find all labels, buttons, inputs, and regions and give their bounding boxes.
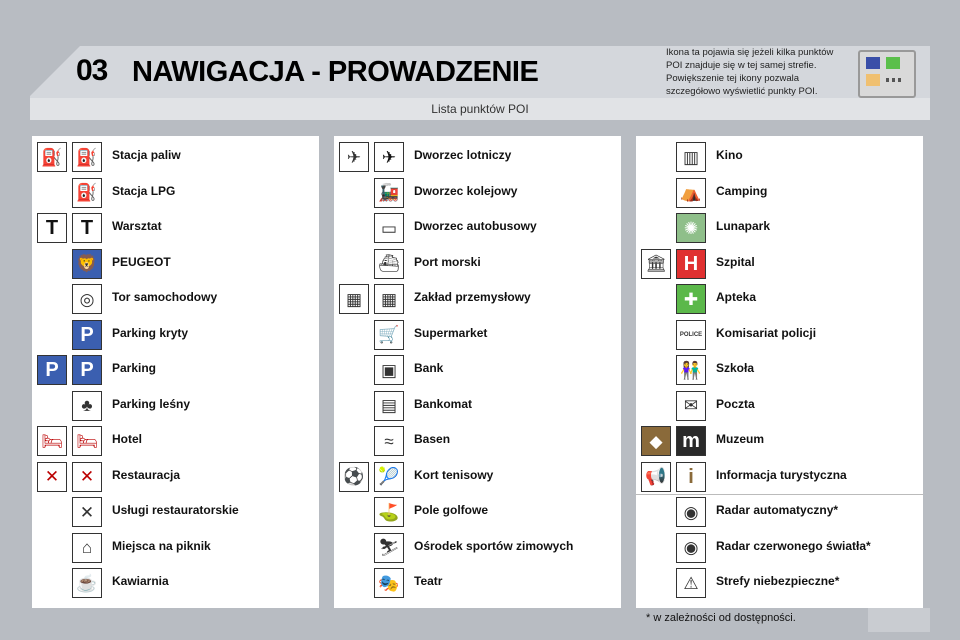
poi-label: Hotel — [112, 432, 142, 446]
poi-row — [334, 353, 621, 387]
shopping-cart-icon: 🛒 — [374, 320, 404, 350]
poi-row — [32, 140, 319, 174]
tennis-icon: 🎾 — [374, 462, 404, 492]
train-station-icon: 🚂 — [374, 178, 404, 208]
bank-icon: ▣ — [374, 355, 404, 385]
poi-label: Poczta — [716, 396, 755, 411]
poi-label: Bankomat — [414, 396, 473, 411]
hospital-h-icon: H — [676, 249, 706, 279]
atm-icon: ▤ — [374, 391, 404, 421]
header-corner — [30, 46, 80, 96]
poi-label: Kino — [716, 148, 743, 162]
museum-m-icon: m — [676, 426, 706, 456]
poi-row — [636, 211, 923, 245]
poi-label: Dworzec kolejowy — [414, 183, 518, 198]
ferry-icon: ⛴ — [374, 249, 404, 279]
poi-row — [334, 424, 621, 458]
poi-label: Stacja LPG — [112, 183, 176, 198]
parking-icon: P — [72, 355, 102, 385]
poi-row — [334, 318, 621, 352]
poi-row — [32, 460, 319, 494]
poi-label: Dworzec autobusowy — [414, 219, 537, 233]
red-light-camera-icon: ◉ — [676, 533, 706, 563]
footnote: * w zależności od dostępności. — [646, 612, 796, 624]
poi-label: Apteka — [716, 290, 757, 304]
poi-row — [636, 353, 923, 387]
poi-label: Parking kryty — [112, 325, 189, 340]
bus-station-icon: ▭ — [374, 213, 404, 243]
info-line: Powiększenie tej ikony pozwala — [666, 73, 800, 84]
poi-row — [334, 495, 621, 529]
poi-row — [636, 566, 923, 600]
poi-label: Szpital — [716, 254, 755, 269]
airport-icon: ✈ — [339, 142, 369, 172]
poi-row — [334, 566, 621, 600]
tourist-info-horn-icon: 📢 — [641, 462, 671, 492]
swimming-icon: ≈ — [374, 426, 404, 456]
poi-label: Szkoła — [716, 361, 755, 375]
poi-row — [32, 211, 319, 245]
poi-row — [636, 424, 923, 458]
poi-label: PEUGEOT — [112, 254, 171, 269]
poi-row — [32, 389, 319, 423]
poi-column-1 — [32, 136, 319, 608]
poi-label: Usługi restauratorskie — [112, 503, 239, 517]
poi-label: Dworzec lotniczy — [414, 148, 512, 162]
airplane-icon: ✈ — [374, 142, 404, 172]
poi-label: Port morski — [414, 254, 481, 269]
poi-label: Teatr — [414, 574, 443, 588]
coffee-cup-icon: ☕ — [72, 568, 102, 598]
poi-column-3 — [636, 136, 923, 608]
poi-label: Pole golfowe — [414, 503, 489, 517]
poi-label: Zakład przemysłowy — [414, 290, 531, 304]
poi-row — [32, 247, 319, 281]
info-i-icon: i — [676, 462, 706, 492]
poi-row — [636, 176, 923, 210]
poi-row — [334, 389, 621, 423]
poi-row — [32, 495, 319, 529]
poi-label: Lunapark — [716, 219, 771, 233]
poi-label: Parking — [112, 361, 157, 375]
cinema-film-icon: ▥ — [676, 142, 706, 172]
poi-row — [32, 176, 319, 210]
poi-row — [636, 460, 923, 494]
wrench-icon: T — [72, 213, 102, 243]
covered-parking-icon: P — [72, 320, 102, 350]
parking-icon: P — [37, 355, 67, 385]
museum-icon: ◆ — [641, 426, 671, 456]
poi-column-2 — [334, 136, 621, 608]
factory-icon: ▦ — [374, 284, 404, 314]
peugeot-lion-icon: 🦁 — [72, 249, 102, 279]
poi-row — [334, 531, 621, 565]
poi-label: Muzeum — [716, 432, 764, 446]
fork-knife-icon: ✕ — [37, 462, 67, 492]
camping-tent-icon: ⛺ — [676, 178, 706, 208]
poi-row — [32, 318, 319, 352]
poi-row — [636, 531, 923, 565]
poi-row — [636, 389, 923, 423]
skiing-icon: ⛷ — [374, 533, 404, 563]
roadside-restaurant-icon: ✕ — [72, 497, 102, 527]
bed-icon: 🛏 — [72, 426, 102, 456]
poi-row — [636, 247, 923, 281]
poi-row — [334, 140, 621, 174]
poi-row — [32, 531, 319, 565]
poi-row — [334, 211, 621, 245]
poi-label: Kort tenisowy — [414, 467, 494, 482]
page-number-box — [868, 608, 930, 632]
picnic-icon: ⌂ — [72, 533, 102, 563]
poi-row — [636, 282, 923, 316]
police-icon: POLICE — [676, 320, 706, 350]
page-subtitle: Lista punktów POI — [431, 102, 529, 116]
poi-label: Parking leśny — [112, 396, 191, 411]
poi-label: Miejsca na piknik — [112, 538, 211, 553]
hospital-building-icon: 🏛 — [641, 249, 671, 279]
poi-row — [334, 176, 621, 210]
pharmacy-cross-icon: ✚ — [676, 284, 706, 314]
sports-icon: ⚽ — [339, 462, 369, 492]
page-title: NAWIGACJA - PROWADZENIE — [132, 56, 539, 88]
poi-label: Stacja paliw — [112, 148, 181, 162]
poi-label: Tor samochodowy — [112, 290, 218, 304]
poi-label: Strefy niebezpieczne* — [716, 574, 840, 588]
poi-label: Kawiarnia — [112, 574, 169, 588]
poi-row — [32, 566, 319, 600]
multi-poi-info — [666, 46, 852, 98]
poi-label: Basen — [414, 432, 451, 446]
danger-zone-icon: ⚠ — [676, 568, 706, 598]
lpg-pump-icon: ⛽ — [72, 178, 102, 208]
school-children-icon: 👫 — [676, 355, 706, 385]
poi-label: Ośrodek sportów zimowych — [414, 538, 574, 553]
poi-row — [32, 282, 319, 316]
envelope-icon: ✉ — [676, 391, 706, 421]
poi-label: Komisariat policji — [716, 325, 817, 340]
poi-row — [334, 460, 621, 494]
section-divider — [636, 494, 923, 495]
factory-icon: ▦ — [339, 284, 369, 314]
poi-label: Restauracja — [112, 467, 181, 482]
poi-row — [32, 353, 319, 387]
poi-row — [334, 282, 621, 316]
fuel-pump-icon: ⛽ — [72, 142, 102, 172]
golf-icon: ⛳ — [374, 497, 404, 527]
fork-knife-icon: ✕ — [72, 462, 102, 492]
amusement-park-icon: ✺ — [676, 213, 706, 243]
poi-label: Bank — [414, 361, 444, 375]
poi-row — [636, 495, 923, 529]
poi-row — [636, 318, 923, 352]
bed-icon: 🛏 — [37, 426, 67, 456]
wrench-icon: T — [37, 213, 67, 243]
poi-label: Radar automatyczny* — [716, 503, 839, 517]
forest-parking-icon: ♣ — [72, 391, 102, 421]
poi-row — [334, 247, 621, 281]
poi-label: Informacja turystyczna — [716, 467, 847, 482]
theatre-icon: 🎭 — [374, 568, 404, 598]
info-line: POI znajduje się w tej samej strefie. — [666, 60, 817, 71]
fuel-pump-icon: ⛽ — [37, 142, 67, 172]
poi-label: Warsztat — [112, 219, 162, 233]
info-line: szczegółowo wyświetlić punkty POI. — [666, 86, 818, 97]
chapter-number: 03 — [76, 54, 108, 87]
multiple-poi-icon — [858, 50, 916, 98]
poi-row — [32, 424, 319, 458]
poi-row — [636, 140, 923, 174]
poi-label: Radar czerwonego światła* — [716, 538, 871, 553]
poi-label: Camping — [716, 183, 768, 198]
poi-label: Supermarket — [414, 325, 488, 340]
info-line: Ikona ta pojawia się jeżeli kilka punktów — [666, 47, 834, 58]
speed-camera-icon: ◉ — [676, 497, 706, 527]
race-track-icon: ◎ — [72, 284, 102, 314]
